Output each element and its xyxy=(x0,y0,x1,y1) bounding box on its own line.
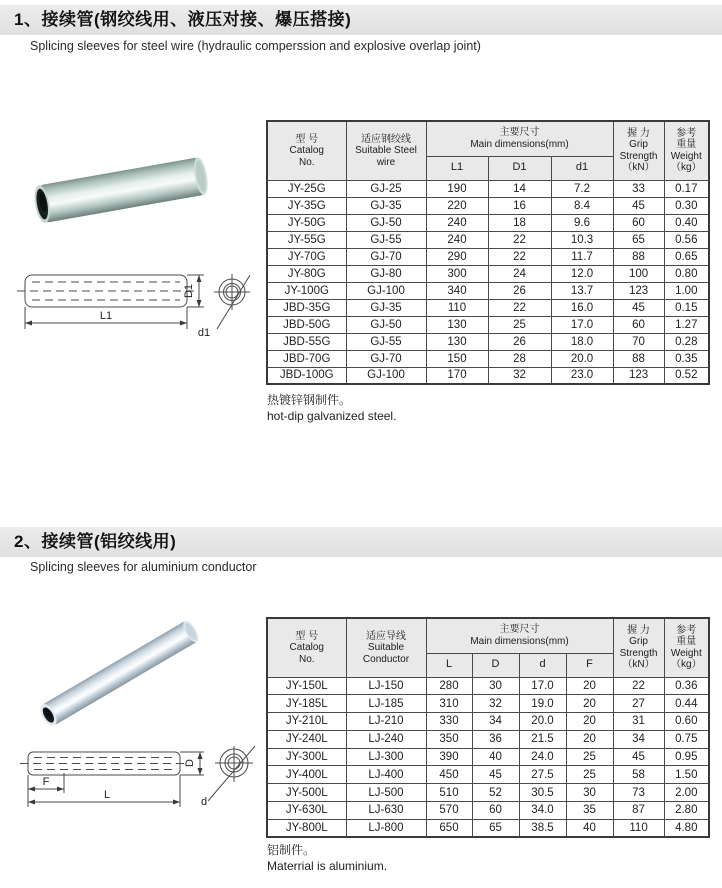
table-cell: 0.40 xyxy=(664,214,709,231)
table-cell: 24.0 xyxy=(519,748,566,766)
table-cell: 12.0 xyxy=(551,265,613,282)
table-cell: GJ-50 xyxy=(346,316,426,333)
table-cell: JY-100G xyxy=(267,282,346,299)
table-cell: 65 xyxy=(472,819,519,837)
table-cell: 10.3 xyxy=(551,231,613,248)
table-cell: 35 xyxy=(566,802,613,820)
table-row xyxy=(267,197,709,214)
table-cell: GJ-100 xyxy=(346,367,426,384)
aluminium-sleeve-photo xyxy=(25,612,240,752)
table-row xyxy=(267,299,709,316)
table-cell: LJ-240 xyxy=(346,730,426,748)
dim-label-d1: d1 xyxy=(197,327,211,339)
col-header-grip-strength: 握 力 Grip Strength （kN） xyxy=(613,618,664,677)
table-cell: LJ-800 xyxy=(346,819,426,837)
col-header-F: F xyxy=(566,653,613,677)
table-cell: LJ-400 xyxy=(346,766,426,784)
table-cell: 65 xyxy=(613,231,664,248)
table-cell: JY-185L xyxy=(267,695,346,713)
table-cell: 17.0 xyxy=(519,677,566,695)
table-row xyxy=(267,730,709,748)
table-cell: 8.4 xyxy=(551,197,613,214)
table-cell: 25 xyxy=(566,766,613,784)
col-header-grip-strength: 握 力 Grip Strength （kN） xyxy=(613,121,664,180)
table-cell: LJ-300 xyxy=(346,748,426,766)
table-cell: 52 xyxy=(472,784,519,802)
table-cell: 30 xyxy=(472,677,519,695)
table-row xyxy=(267,367,709,384)
table-cell: 0.75 xyxy=(664,730,709,748)
steel-sleeve-photo xyxy=(22,122,252,247)
table-row xyxy=(267,316,709,333)
table-cell: LJ-630 xyxy=(346,802,426,820)
table-cell: 220 xyxy=(426,197,488,214)
table-cell: 45 xyxy=(613,299,664,316)
note-line-zh: 热镀锌钢制件。 xyxy=(267,393,352,407)
table-cell: 13.7 xyxy=(551,282,613,299)
table-cell: GJ-70 xyxy=(346,248,426,265)
table-cell: JY-630L xyxy=(267,802,346,820)
table-cell: 350 xyxy=(426,730,472,748)
col-header-weight: 参考 重量 Weight （kg） xyxy=(664,618,709,677)
table-cell: 123 xyxy=(613,282,664,299)
table-cell: LJ-500 xyxy=(346,784,426,802)
table-cell: 240 xyxy=(426,231,488,248)
section1-notes xyxy=(267,392,396,424)
steel-sleeve-drawing-svg xyxy=(12,253,262,345)
table-cell: 0.44 xyxy=(664,695,709,713)
table-row xyxy=(267,180,709,197)
table-cell: 11.7 xyxy=(551,248,613,265)
table-cell: 650 xyxy=(426,819,472,837)
table-cell: GJ-35 xyxy=(346,299,426,316)
section2-title: 2、接续管(铝绞线用) xyxy=(14,532,177,551)
table-cell: JY-70G xyxy=(267,248,346,265)
table-cell: JY-300L xyxy=(267,748,346,766)
table-cell: GJ-25 xyxy=(346,180,426,197)
table-cell: 22 xyxy=(488,299,551,316)
table-cell: 150 xyxy=(426,350,488,367)
table-cell: 170 xyxy=(426,367,488,384)
table-row xyxy=(267,231,709,248)
table-cell: 33 xyxy=(613,180,664,197)
table-cell: 40 xyxy=(472,748,519,766)
table-row xyxy=(267,265,709,282)
table-cell: JBD-35G xyxy=(267,299,346,316)
table-row xyxy=(267,748,709,766)
table-cell: 20.0 xyxy=(551,350,613,367)
table-cell: 27 xyxy=(613,695,664,713)
table-cell: 21.5 xyxy=(519,730,566,748)
section1-subtitle: Splicing sleeves for steel wire (hydraulic comperssion and explosive overlap joint) xyxy=(30,39,481,53)
table-cell: 20.0 xyxy=(519,713,566,731)
table-cell: 9.6 xyxy=(551,214,613,231)
table-cell: JY-25G xyxy=(267,180,346,197)
table-cell: 60 xyxy=(472,802,519,820)
table-cell: GJ-80 xyxy=(346,265,426,282)
table-cell: 20 xyxy=(566,730,613,748)
table-cell: 330 xyxy=(426,713,472,731)
table-cell: 22 xyxy=(613,677,664,695)
dim-label-L: L xyxy=(103,789,111,801)
steel-sleeve-drawing xyxy=(12,253,262,350)
table-cell: GJ-50 xyxy=(346,214,426,231)
table-cell: 0.30 xyxy=(664,197,709,214)
section2-notes xyxy=(267,842,387,874)
table-cell: 0.65 xyxy=(664,248,709,265)
table-cell: 20 xyxy=(566,695,613,713)
table-cell: 88 xyxy=(613,350,664,367)
dim-label-D1: D1 xyxy=(183,283,195,299)
table-cell: 0.35 xyxy=(664,350,709,367)
steel-sleeve-table-body xyxy=(267,180,709,384)
dim-label-d: d xyxy=(200,796,208,808)
table-cell: 14 xyxy=(488,180,551,197)
col-header-D: D xyxy=(472,653,519,677)
table-cell: 0.17 xyxy=(664,180,709,197)
table-cell: 0.15 xyxy=(664,299,709,316)
col-header-catalog: 型 号 Catalog No. xyxy=(267,618,346,677)
table-cell: 26 xyxy=(488,333,551,350)
table-cell: GJ-55 xyxy=(346,231,426,248)
col-header-main-dimensions: 主要尺寸 Main dimensions(mm) xyxy=(426,121,613,156)
table-cell: 19.0 xyxy=(519,695,566,713)
steel-sleeve-photo-svg xyxy=(22,122,252,242)
table-cell: 25 xyxy=(488,316,551,333)
table-cell: 60 xyxy=(613,316,664,333)
table-cell: 73 xyxy=(613,784,664,802)
table-cell: 300 xyxy=(426,265,488,282)
table-cell: 38.5 xyxy=(519,819,566,837)
table-row xyxy=(267,214,709,231)
table-cell: JY-500L xyxy=(267,784,346,802)
table-cell: JBD-70G xyxy=(267,350,346,367)
col-header-suitable-conductor: 适应导线 Suitable Conductor xyxy=(346,618,426,677)
table-cell: 1.50 xyxy=(664,766,709,784)
table-cell: 0.60 xyxy=(664,713,709,731)
col-header-d: d xyxy=(519,653,566,677)
table-cell: JBD-100G xyxy=(267,367,346,384)
col-header-weight: 参考 重量 Weight （kg） xyxy=(664,121,709,180)
table-cell: 7.2 xyxy=(551,180,613,197)
table-cell: 1.00 xyxy=(664,282,709,299)
table-cell: 280 xyxy=(426,677,472,695)
table-cell: 16.0 xyxy=(551,299,613,316)
table-cell: 34.0 xyxy=(519,802,566,820)
steel-sleeve-spec-table xyxy=(266,120,710,385)
table-cell: 20 xyxy=(566,677,613,695)
table-cell: 40 xyxy=(566,819,613,837)
table-cell: LJ-150 xyxy=(346,677,426,695)
table-row xyxy=(267,766,709,784)
section2-subtitle: Splicing sleeves for aluminium conductor xyxy=(30,560,257,574)
table-cell: 88 xyxy=(613,248,664,265)
aluminium-sleeve-table-body xyxy=(267,677,709,837)
table-row xyxy=(267,713,709,731)
table-cell: 32 xyxy=(488,367,551,384)
note-line-en: hot-dip galvanized steel. xyxy=(267,409,397,423)
table-cell: 32 xyxy=(472,695,519,713)
table-cell: 0.80 xyxy=(664,265,709,282)
table-cell: 36 xyxy=(472,730,519,748)
table-row xyxy=(267,282,709,299)
table-cell: 23.0 xyxy=(551,367,613,384)
table-row xyxy=(267,695,709,713)
table-cell: 87 xyxy=(613,802,664,820)
table-cell: 18.0 xyxy=(551,333,613,350)
table-cell: 510 xyxy=(426,784,472,802)
table-cell: 30 xyxy=(566,784,613,802)
table-row xyxy=(267,819,709,837)
table-row xyxy=(267,802,709,820)
table-cell: 450 xyxy=(426,766,472,784)
table-cell: JY-55G xyxy=(267,231,346,248)
table-row xyxy=(267,248,709,265)
table-cell: JBD-50G xyxy=(267,316,346,333)
table-cell: 60 xyxy=(613,214,664,231)
table-cell: 2.00 xyxy=(664,784,709,802)
table-cell: 110 xyxy=(426,299,488,316)
table-row xyxy=(267,677,709,695)
section2-title-bar xyxy=(0,527,722,557)
table-cell: 0.28 xyxy=(664,333,709,350)
col-header-suitable-wire: 适应钢绞线 Suitable Steel wire xyxy=(346,121,426,180)
col-header-main-dimensions: 主要尺寸 Main dimensions(mm) xyxy=(426,618,613,653)
table-cell: 45 xyxy=(472,766,519,784)
aluminium-sleeve-drawing-svg xyxy=(12,745,267,845)
table-row xyxy=(267,333,709,350)
table-cell: JY-80G xyxy=(267,265,346,282)
section1-title-bar xyxy=(0,5,722,35)
table-cell: 0.36 xyxy=(664,677,709,695)
table-cell: LJ-210 xyxy=(346,713,426,731)
table-cell: GJ-55 xyxy=(346,333,426,350)
col-header-catalog: 型 号 Catalog No. xyxy=(267,121,346,180)
table-cell: 31 xyxy=(613,713,664,731)
table-cell: 123 xyxy=(613,367,664,384)
table-cell: JY-150L xyxy=(267,677,346,695)
note-line-zh: 铝制件。 xyxy=(267,843,316,857)
table-cell: 190 xyxy=(426,180,488,197)
table-cell: 240 xyxy=(426,214,488,231)
table-cell: 130 xyxy=(426,316,488,333)
note-line-en: Materrial is aluminium. xyxy=(267,859,388,873)
table-cell: 28 xyxy=(488,350,551,367)
table-cell: 100 xyxy=(613,265,664,282)
table-cell: 70 xyxy=(613,333,664,350)
table-cell: 0.95 xyxy=(664,748,709,766)
table-cell: 22 xyxy=(488,248,551,265)
table-cell: 17.0 xyxy=(551,316,613,333)
table-row xyxy=(267,350,709,367)
table-cell: 390 xyxy=(426,748,472,766)
table-cell: 0.56 xyxy=(664,231,709,248)
table-row xyxy=(267,784,709,802)
table-cell: 25 xyxy=(566,748,613,766)
table-cell: 1.27 xyxy=(664,316,709,333)
table-cell: 18 xyxy=(488,214,551,231)
table-cell: 130 xyxy=(426,333,488,350)
table-cell: 110 xyxy=(613,819,664,837)
col-header-L: L xyxy=(426,653,472,677)
table-cell: LJ-185 xyxy=(346,695,426,713)
table-cell: 310 xyxy=(426,695,472,713)
table-cell: 16 xyxy=(488,197,551,214)
table-cell: 4.80 xyxy=(664,819,709,837)
col-header-D1: D1 xyxy=(488,156,551,180)
table-cell: 45 xyxy=(613,197,664,214)
table-cell: JY-35G xyxy=(267,197,346,214)
aluminium-sleeve-drawing xyxy=(12,745,267,850)
table-cell: 26 xyxy=(488,282,551,299)
table-cell: JY-400L xyxy=(267,766,346,784)
table-cell: 27.5 xyxy=(519,766,566,784)
table-cell: JY-50G xyxy=(267,214,346,231)
table-cell: 0.52 xyxy=(664,367,709,384)
table-cell: GJ-70 xyxy=(346,350,426,367)
table-cell: 570 xyxy=(426,802,472,820)
table-cell: 34 xyxy=(472,713,519,731)
table-cell: JBD-55G xyxy=(267,333,346,350)
table-cell: 340 xyxy=(426,282,488,299)
aluminium-sleeve-spec-table xyxy=(266,617,710,838)
table-cell: 22 xyxy=(488,231,551,248)
aluminium-sleeve-photo-svg xyxy=(25,612,240,747)
table-cell: 20 xyxy=(566,713,613,731)
col-header-L1: L1 xyxy=(426,156,488,180)
table-cell: JY-240L xyxy=(267,730,346,748)
table-cell: JY-800L xyxy=(267,819,346,837)
table-cell: 2.80 xyxy=(664,802,709,820)
dim-label-D: D xyxy=(184,759,196,767)
table-cell: GJ-100 xyxy=(346,282,426,299)
table-cell: 290 xyxy=(426,248,488,265)
table-cell: GJ-35 xyxy=(346,197,426,214)
table-cell: 24 xyxy=(488,265,551,282)
section1-title: 1、接续管(钢绞线用、液压对接、爆压搭接) xyxy=(14,10,352,29)
table-cell: 45 xyxy=(613,748,664,766)
col-header-d1: d1 xyxy=(551,156,613,180)
table-cell: 34 xyxy=(613,730,664,748)
dim-label-F: F xyxy=(42,776,50,788)
table-cell: JY-210L xyxy=(267,713,346,731)
table-cell: 30.5 xyxy=(519,784,566,802)
dim-label-L1: L1 xyxy=(99,310,113,322)
table-cell: 58 xyxy=(613,766,664,784)
